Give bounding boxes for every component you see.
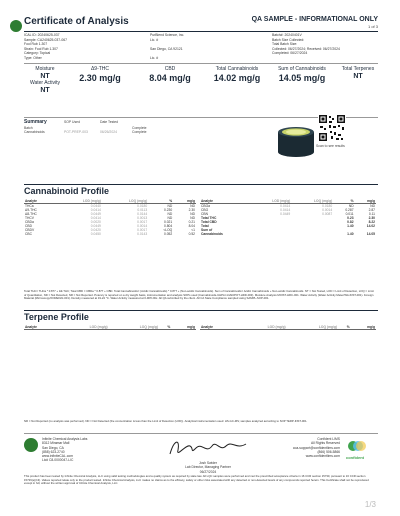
sample-info-line: Fool Rub 1.307: [24, 42, 48, 47]
lod-cell: 0.0414: [90, 208, 101, 212]
pct-cell: 0.287: [345, 208, 354, 212]
pct-cell: 0.052: [163, 232, 173, 236]
analyte-cell: THCa: [25, 204, 34, 208]
confident-logo-icon: [346, 438, 368, 454]
mgg-cell: 14.02: [366, 224, 375, 228]
pct-cell: 0.23: [347, 216, 354, 220]
summary-row-date: 06/26/2024: [100, 130, 117, 134]
qr-code[interactable]: [318, 114, 346, 142]
loq-cell: 0.0113: [137, 208, 148, 212]
mgg-cell: ND: [370, 204, 375, 208]
summary-col-date: Date Tested: [100, 120, 119, 124]
loq-cell: 0.0143: [137, 232, 148, 236]
analyte-cell: THCV: [25, 216, 34, 220]
mgg-cell: 8.04: [188, 224, 195, 228]
col-lod: LOD (mg/g): [56, 199, 102, 204]
loq-cell: 0.0014: [322, 208, 333, 212]
mgg-cell: 0.52: [188, 232, 195, 236]
col-mgg: mg/g: [171, 325, 196, 330]
col-lod: LOD (mg/g): [59, 325, 109, 330]
qa-label: QA SAMPLE - INFORMATIONAL ONLY: [251, 16, 378, 23]
analyte-cell: Total THC: [201, 216, 217, 220]
summary-title: Summary: [24, 119, 47, 125]
confident-email[interactable]: coa-support@confidentlims.com: [292, 445, 340, 450]
batch-info-line: Completed: 06/27/2024: [272, 51, 308, 56]
client-info-line: PurBlend Science, Inc.: [150, 33, 185, 37]
analyte-cell: Total: [201, 224, 209, 228]
disclaimer: This product has been tested by Infinite Chemical Analysis, LLC using valid testing methodologies and a quality system as required by state law. All LQC samples were performed and met the prescribed acceptance criteria in 16 CCR section 15730, pursuant to 16 CCR section 15726(e)(13). Values reported relate only to the product tested. Infinite Chemical Analysis, LLC makes no claims as to the efficacy, safety or other risks associated with any detected or non-detected levels of any compounds reported herein. This Certificate shall not be reproduced except in full, without the written approval of Infinite Chemical Analysis, LLC.: [24, 474, 369, 486]
col-analyte: Analyte: [200, 199, 250, 204]
lod-cell: 0.0440: [90, 204, 101, 208]
sample-info-line: Strain: Fool Rub 1.307: [24, 46, 58, 51]
lab-addr1: 8312 Miramar Mall: [42, 441, 70, 446]
batch-info-line: Collected: 06/27/2024; Received: 06/27/2024: [272, 46, 340, 51]
loq-cell: 0.0017: [137, 228, 148, 232]
mgg-cell: 0.21: [188, 220, 195, 224]
lab-license: Lic# C8-0000047-LIC: [42, 458, 74, 463]
col-pct: %: [333, 199, 354, 204]
summary-label: Δ9-THC: [90, 66, 110, 72]
col-analyte: Analyte: [24, 325, 59, 330]
summary-label: CBD: [164, 66, 176, 72]
analyte-cell: Sum of: [201, 228, 213, 232]
mgg-cell: 14.05: [366, 232, 375, 236]
summary-label: Moisture: [35, 66, 55, 72]
sample-info: [24, 33, 67, 61]
confident-rights: All Rights Reserved: [311, 441, 340, 446]
confident-phone: (866) 506-5866: [317, 449, 340, 454]
header-rule: [24, 31, 378, 32]
pct-cell: ND: [167, 204, 173, 208]
sample-info-line: Sample: CA240625-037-067: [24, 37, 67, 42]
signature-image: [166, 436, 250, 460]
page-title: Certificate of Analysis: [24, 16, 129, 27]
pct-cell: ND: [167, 216, 173, 220]
lab-address: [42, 437, 87, 463]
cannabinoid-title: Cannabinoid Profile: [24, 186, 110, 196]
confident-brand: confident: [346, 455, 364, 460]
page-indicator: 1 of 3: [367, 24, 378, 29]
signatory-name: Josh Swider: [199, 461, 217, 465]
summary-value: 8.04 mg/g: [149, 73, 191, 83]
summary-row-sop: POT-PREP-003: [64, 130, 88, 134]
summary-total-terpenes: [334, 66, 382, 80]
terpene-table-right: [200, 325, 376, 330]
summary-row-test: Cannabinoids: [24, 130, 45, 134]
pct-cell: 1.40: [347, 224, 354, 228]
summary-label: Total Terpenes: [341, 66, 375, 72]
col-pct: %: [159, 325, 171, 330]
lab-web[interactable]: www.infiniteCAL.com: [42, 454, 73, 459]
terpene-rule: [24, 310, 378, 311]
col-mgg: mg/g: [355, 199, 376, 204]
cannabinoid-table-right: [200, 199, 376, 236]
col-pct: %: [148, 199, 173, 204]
summary-sum-cannabinoids: [272, 66, 332, 83]
pct-cell: 0.804: [163, 224, 173, 228]
summary-total-cannabinoids: [204, 66, 270, 83]
lab-logo: [10, 20, 22, 32]
analyte-cell: CBDa: [25, 220, 34, 224]
sample-photo: [268, 116, 324, 160]
pct-cell: 0.021: [163, 220, 173, 224]
mgg-cell: ND: [190, 204, 195, 208]
summary-value: NT: [353, 73, 363, 80]
mgg-cell: 2.87: [368, 208, 375, 212]
mgg-cell: ND: [190, 216, 195, 220]
col-lod: LOD (mg/g): [236, 325, 287, 330]
analyte-cell: CBG: [201, 208, 209, 212]
lod-cell: 0.0020: [90, 220, 101, 224]
col-analyte: Analyte: [200, 325, 236, 330]
footer-rule: [24, 433, 378, 434]
loq-cell: 0.0014: [137, 224, 148, 228]
client-info-line: Lic. #: [150, 55, 159, 60]
col-mgg: mg/g: [173, 199, 196, 204]
batch-info-line: Batch#: 20240401V: [272, 33, 302, 37]
info-rule: [24, 63, 378, 64]
summary-col-sop: SOP Used: [64, 120, 80, 124]
analyte-cell: CBD: [25, 224, 32, 228]
col-mgg: mg/g: [351, 325, 376, 330]
pct-cell: 0.82: [347, 220, 354, 224]
loq-cell: 0.0144: [137, 212, 148, 216]
sample-info-line: ICAL ID: 20240625-037: [24, 33, 60, 37]
confident-web[interactable]: www.confidentlims.com: [305, 454, 340, 459]
batch-info-line: Total Batch Size:: [272, 42, 298, 47]
col-loq: LOQ (mg/g): [287, 325, 338, 330]
batch-info-line: Batch Size Collected:: [272, 37, 305, 42]
lod-cell: 0.0449: [90, 224, 101, 228]
table-row: [200, 232, 376, 236]
lab-footer-logo: [24, 438, 38, 452]
signatory: [160, 461, 256, 474]
pct-cell: ND: [348, 204, 354, 208]
cannabinoid-table-left: [24, 199, 196, 236]
mgg-cell: 2.30: [188, 208, 195, 212]
col-loq: LOQ (mg/g): [102, 199, 148, 204]
signatory-role: Lab Director, Managing Partner: [185, 465, 231, 470]
col-lod: LOD (mg/g): [250, 199, 292, 204]
analyte-cell: Δ9-THC: [25, 208, 37, 212]
col-loq: LOQ (mg/g): [109, 325, 159, 330]
loq-cell: [291, 232, 333, 236]
analyte-cell: Total CBD: [201, 220, 217, 224]
loq-cell: 0.0017: [137, 220, 148, 224]
summary-value: 14.05 mg/g: [278, 73, 326, 83]
pct-cell: 1.40: [347, 232, 354, 236]
analyte-cell: CBC: [25, 232, 32, 236]
loq-cell: 0.0180: [137, 204, 148, 208]
summary-row-status: Complete: [132, 126, 147, 130]
cannabinoid-rule: [24, 184, 378, 185]
mgg-cell: 2.30: [368, 216, 375, 220]
summary-row-test: Batch: [24, 126, 33, 130]
lab-addr2: San Diego, CA: [42, 445, 64, 450]
mgg-cell: 0.11: [368, 212, 375, 216]
batch-info: [272, 33, 340, 56]
analyte-cell: CBGa: [201, 204, 210, 208]
lod-cell: 0.0414: [90, 216, 101, 220]
terpene-note: NR = Not Reported (no analysis was performed). ND = Not Detected (the concentration is less than the Limit of Detection (LOD)). Analytical instrumentation used: HS-GC-MS; samples analyzed according to SOP TERP-INST-001.: [24, 419, 308, 423]
mgg-cell: <1: [191, 228, 195, 232]
loq-cell: 0.0180: [322, 204, 333, 208]
sample-info-line: Category: Topical: [24, 51, 51, 56]
pct-cell: 0.230: [163, 208, 173, 212]
terpene-table-left: [24, 325, 196, 330]
summary-row-status: Complete: [132, 130, 147, 134]
mgg-cell: ND: [190, 212, 195, 216]
summary-moisture: [22, 66, 68, 94]
col-pct: %: [338, 325, 351, 330]
scan-text: Scan to see results: [316, 144, 345, 148]
col-analyte: Analyte: [24, 199, 56, 204]
summary-label: Total Cannabinoids: [215, 66, 259, 72]
mgg-cell: 8.22: [368, 220, 375, 224]
loq-cell: 0.0013: [137, 216, 148, 220]
client-info: [150, 33, 184, 61]
client-info-line: San Diego, CA 92121: [150, 46, 183, 51]
pct-cell: 0.011: [345, 212, 354, 216]
summary-value: NT: [40, 73, 50, 80]
lab-name: Infinite Chemical Analysis Labs: [42, 437, 88, 441]
loq-cell: 0.0087: [322, 212, 333, 216]
pct-cell: <LOQ: [163, 228, 173, 232]
summary-value: 14.02 mg/g: [213, 73, 261, 83]
analyte-cell: Cannabinoids: [201, 232, 223, 236]
lod-cell: [250, 232, 292, 236]
lod-cell: 0.0420: [90, 228, 101, 232]
col-loq: LOQ (mg/g): [291, 199, 333, 204]
summary-value: 2.30 mg/g: [79, 73, 121, 83]
lod-cell: 0.0449: [90, 212, 101, 216]
lod-cell: 0.0414: [280, 208, 291, 212]
summary-thc: [70, 66, 130, 83]
analyte-cell: CBDV: [25, 228, 35, 232]
page-footer: 1/3: [364, 500, 376, 509]
pct-cell: ND: [167, 212, 173, 216]
sample-info-line: Type: Other: [24, 55, 42, 60]
client-info-line: Lic. #: [150, 37, 159, 42]
water-activity-label: Water Activity: [29, 80, 61, 86]
table-row: [24, 232, 196, 236]
cannabinoid-footnote: Total THC= THCa * 0.877 + Δ9-THC; Total CBD = CBDa * 0.877 + CBD. Total Cannabinoids= (Acidic Cannabinoids) * 0.877 + (Non-acidic Cannabinoids). Sum of Cannabinoids= Acidic Cannabinoids + Non-acidic Cannabinoids. NT = Not Tested, LOD = Limit of Detection, LOQ = Limit of Quantitation, ND = Not Detected, NR = Not Reported. Potency is reported on a dry weight basis, instrumentation and analysis SOPs used (Cannabinoids-UHPLC-DAD/POT-HDD-003). Moisture Analysis MOIST-HRC-001. Water Activity (Water Activity Meter/WA-INST-001). Foreign Material (Microscopy/FOREIGN-001). Density measured at 19-24 °C. Water Activity measured at 0-90% RH. All QA submitted by the client. All CA State Compliance sampled using SAMPL-SOP-001.: [24, 289, 374, 301]
lod-cell: 0.0449: [280, 212, 291, 216]
water-activity-value: NT: [40, 87, 50, 94]
lod-cell: 0.0450: [90, 232, 101, 236]
lod-cell: 0.0414: [280, 204, 291, 208]
signatory-date: 06/27/2024: [199, 469, 217, 474]
analyte-cell: Δ8-THC: [25, 212, 37, 216]
confident-name: Confident LIMS: [317, 437, 340, 441]
summary-label: Sum of Cannabinoids: [278, 66, 326, 72]
terpene-title: Terpene Profile: [24, 312, 89, 322]
analyte-cell: CBN: [201, 212, 208, 216]
summary-cbd: [140, 66, 200, 83]
lab-phone: (858) 623-2740: [42, 449, 65, 454]
confident-info: [290, 437, 340, 458]
